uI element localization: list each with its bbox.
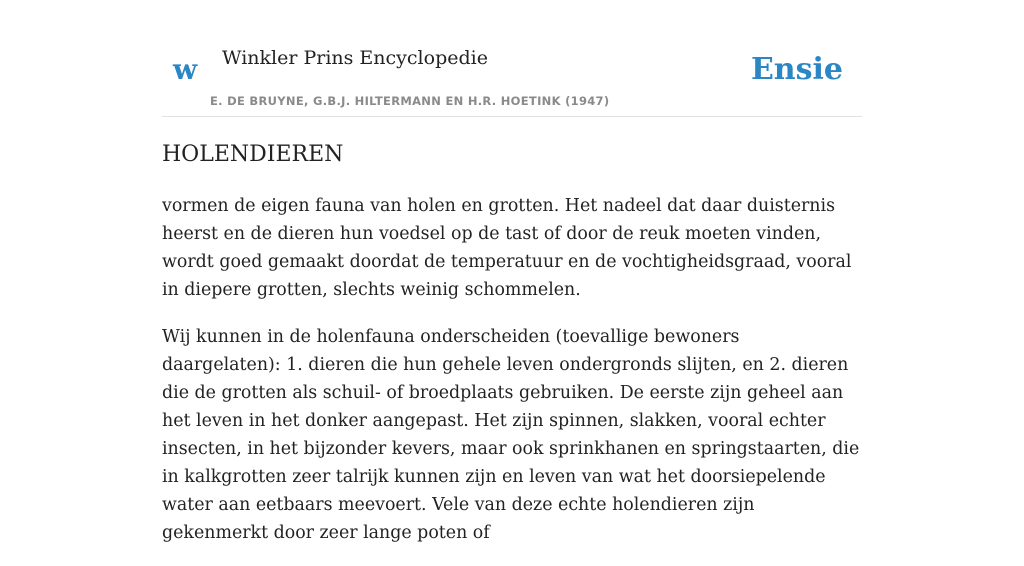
logo-mark[interactable]: w xyxy=(173,53,198,86)
brand-logo[interactable]: Ensie xyxy=(750,52,843,87)
paragraph: vormen de eigen fauna van holen en grotten. Het nadeel dat daar duisternis heerst en de dieren hun voedsel op de tast of door de reuk moeten vinden, wordt goed gemaakt doordat de temperatuur en de vochtigheidsgraad, vooral in diepere grotten, slechts weinig schommelen. xyxy=(162,196,852,300)
article-body xyxy=(162,192,862,566)
site-header xyxy=(162,0,862,117)
paragraph: Wij kunnen in de holenfauna onderscheiden (toevallige bewoners daargelaten): 1. dieren die hun gehele leven ondergronds slijten, en 2. dieren die de grotten als schuil- of broedplaats gebruiken. De eerste zijn geheel aan het leven in het donker aangepast. Het zijn spinnen, slakken, vooral echter insecten, in het bijzonder kevers, maar ook sprinkhanen en springstaarten, die in kalkgrotten zeer talrijk kunnen zijn en leven van wat het doorsiepelende water aan eetbaars meevoert. Vele van deze echte holendieren zijn gekenmerkt door zeer lange poten of xyxy=(162,327,860,543)
site-title[interactable]: Winkler Prins Encyclopedie xyxy=(222,47,488,69)
page xyxy=(162,0,862,543)
article-title: HOLENDIEREN xyxy=(162,142,344,167)
authors-line: E. DE BRUYNE, G.B.J. HILTERMANN EN H.R. HOETINK (1947) xyxy=(210,94,610,108)
